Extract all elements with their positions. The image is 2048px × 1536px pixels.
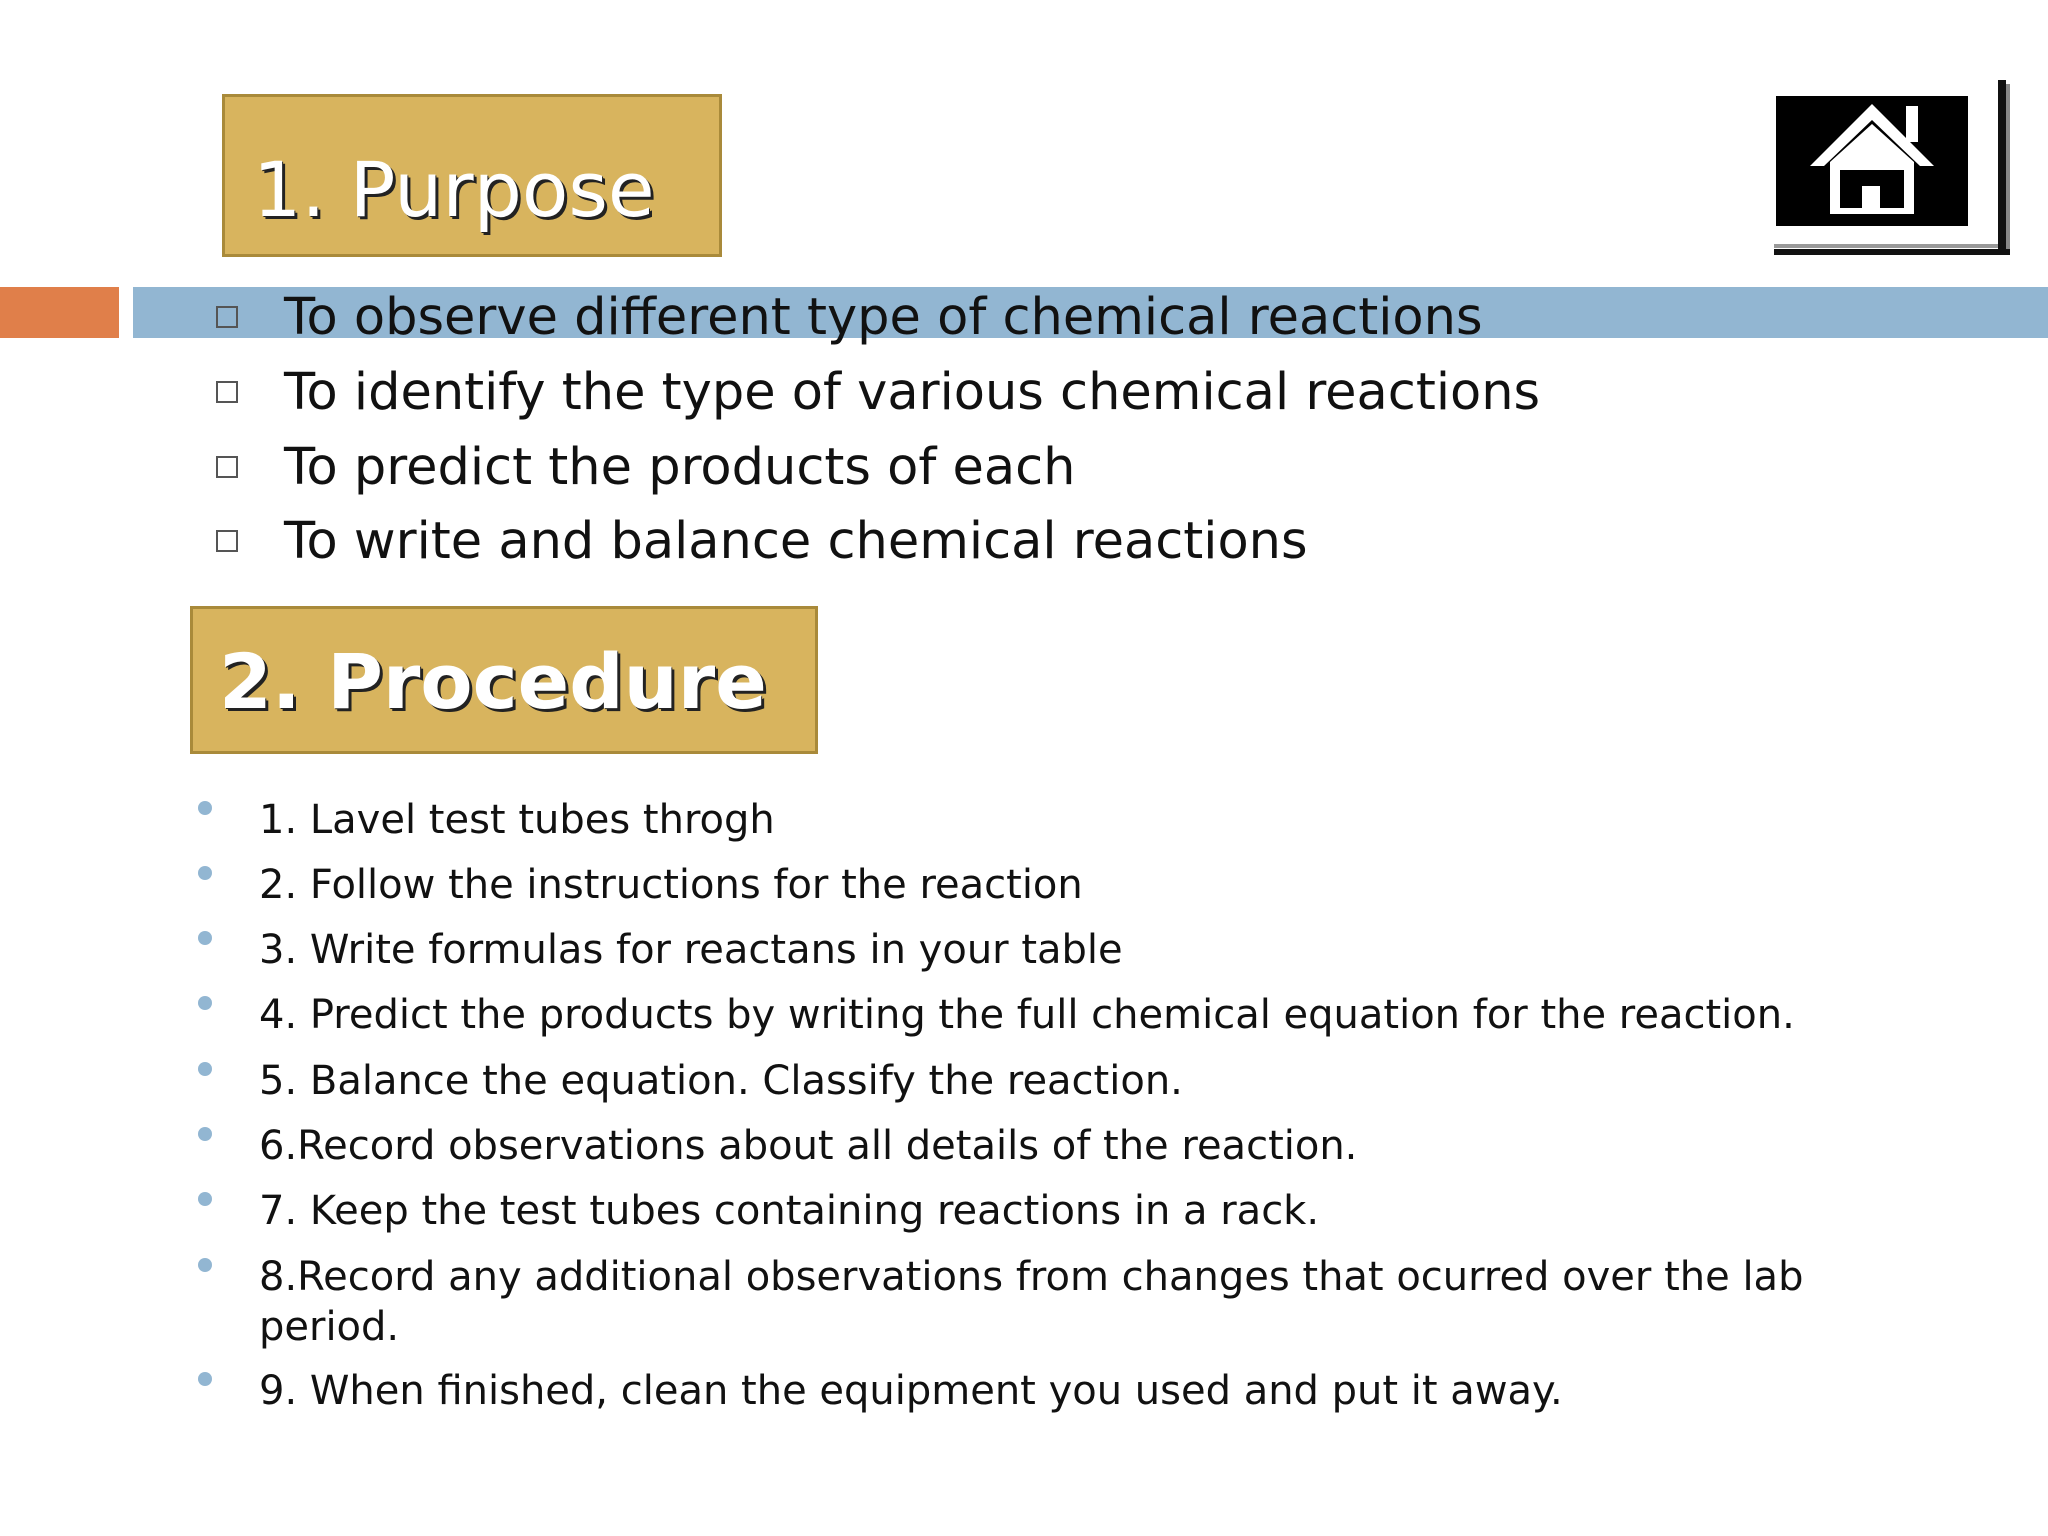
list-item-text: To identify the type of various chemical reactions <box>284 363 1541 422</box>
house-icon <box>1774 80 2020 256</box>
procedure-heading: 2. Procedure <box>219 637 767 726</box>
list-item-text: 9. When finished, clean the equipment you used and put it away. <box>259 1368 1563 1414</box>
list-item-text: To predict the products of each <box>284 438 1076 497</box>
list-item-text: 2. Follow the instructions for the reaction <box>259 862 1083 908</box>
square-bullet-icon <box>216 456 238 478</box>
home-button[interactable] <box>1774 80 2020 256</box>
list-item-text: To observe different type of chemical reactions <box>284 288 1483 347</box>
list-item-text: 8.Record any additional observations from changes that ocurred over the lab period. <box>259 1254 1804 1350</box>
square-bullet-icon <box>216 381 238 403</box>
round-bullet-icon <box>198 866 212 880</box>
list-item-text: 3. Write formulas for reactans in your table <box>259 927 1123 973</box>
purpose-heading-box <box>222 94 722 257</box>
list-item-text: 4. Predict the products by writing the full chemical equation for the reaction. <box>259 992 1795 1038</box>
round-bullet-icon <box>198 1192 212 1206</box>
round-bullet-icon <box>198 931 212 945</box>
round-bullet-icon <box>198 996 212 1010</box>
list-item-text: To write and balance chemical reactions <box>284 512 1308 571</box>
procedure-heading-box <box>190 606 818 754</box>
square-bullet-icon <box>216 530 238 552</box>
list-item-text: 7. Keep the test tubes containing reactions in a rack. <box>259 1188 1320 1234</box>
round-bullet-icon <box>198 1127 212 1141</box>
list-item-text: 5. Balance the equation. Classify the reaction. <box>259 1058 1183 1104</box>
round-bullet-icon <box>198 1062 212 1076</box>
list-item-text: 6.Record observations about all details of the reaction. <box>259 1123 1358 1169</box>
list-item-text: 1. Lavel test tubes throgh <box>259 797 775 843</box>
purpose-heading: 1. Purpose <box>253 145 655 234</box>
round-bullet-icon <box>198 1258 212 1272</box>
accent-bar-orange <box>0 287 119 338</box>
round-bullet-icon <box>198 801 212 815</box>
square-bullet-icon <box>216 306 238 328</box>
round-bullet-icon <box>198 1372 212 1386</box>
